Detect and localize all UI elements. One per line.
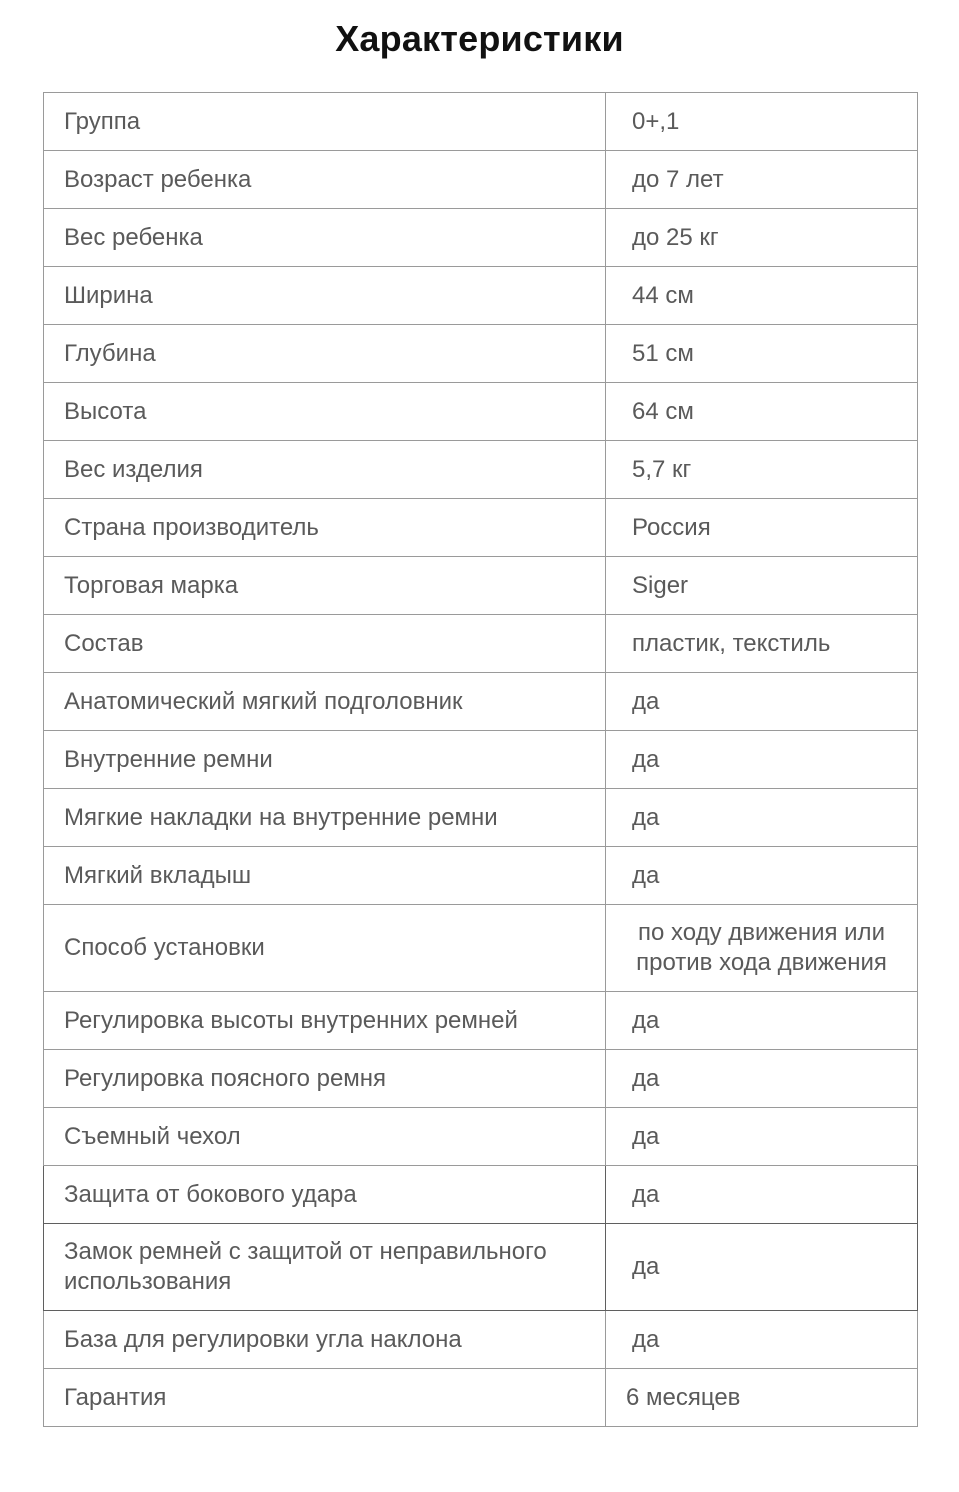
spec-label: Защита от бокового удара xyxy=(44,1166,606,1224)
table-row xyxy=(44,383,918,441)
spec-label: Торговая марка xyxy=(44,557,606,615)
spec-value: 64 см xyxy=(606,383,918,441)
spec-label: Состав xyxy=(44,615,606,673)
table-row xyxy=(44,789,918,847)
spec-value: да xyxy=(606,1166,918,1224)
spec-label: Страна производитель xyxy=(44,499,606,557)
spec-label: Группа xyxy=(44,93,606,151)
table-row xyxy=(44,325,918,383)
table-row xyxy=(44,441,918,499)
spec-label: Ширина xyxy=(44,267,606,325)
page-title: Характеристики xyxy=(335,18,624,59)
spec-label: Способ установки xyxy=(44,905,606,992)
spec-label: Возраст ребенка xyxy=(44,151,606,209)
spec-value: Siger xyxy=(606,557,918,615)
table-row xyxy=(44,847,918,905)
spec-label: База для регулировки угла наклона xyxy=(44,1311,606,1369)
spec-label: Мягкие накладки на внутренние ремни xyxy=(44,789,606,847)
spec-label: Анатомический мягкий подголовник xyxy=(44,673,606,731)
table-row xyxy=(44,673,918,731)
table-row xyxy=(44,499,918,557)
spec-label: Регулировка поясного ремня xyxy=(44,1050,606,1108)
table-row xyxy=(44,267,918,325)
table-row xyxy=(44,615,918,673)
table-row xyxy=(44,731,918,789)
spec-value: да xyxy=(606,1224,918,1311)
table-row xyxy=(44,992,918,1050)
spec-value: 51 см xyxy=(606,325,918,383)
spec-label: Мягкий вкладыш xyxy=(44,847,606,905)
spec-label: Съемный чехол xyxy=(44,1108,606,1166)
spec-value: да xyxy=(606,731,918,789)
spec-label: Внутренние ремни xyxy=(44,731,606,789)
spec-label: Гарантия xyxy=(44,1369,606,1427)
table-row xyxy=(44,1050,918,1108)
spec-value: Россия xyxy=(606,499,918,557)
spec-value: 6 месяцев xyxy=(606,1369,918,1427)
spec-value: да xyxy=(606,1050,918,1108)
spec-label: Вес ребенка xyxy=(44,209,606,267)
spec-value: да xyxy=(606,1311,918,1369)
table-row xyxy=(44,1369,918,1427)
spec-value: до 7 лет xyxy=(606,151,918,209)
table-row xyxy=(44,1224,918,1311)
table-row xyxy=(44,151,918,209)
table-row xyxy=(44,905,918,992)
spec-value: да xyxy=(606,992,918,1050)
spec-value: по ходу движения или против хода движения xyxy=(606,905,918,992)
spec-value: да xyxy=(606,789,918,847)
spec-value: 0+,1 xyxy=(606,93,918,151)
spec-value: да xyxy=(606,1108,918,1166)
table-row xyxy=(44,557,918,615)
table-row xyxy=(44,1311,918,1369)
table-row xyxy=(44,209,918,267)
spec-value: пластик, текстиль xyxy=(606,615,918,673)
spec-value: да xyxy=(606,847,918,905)
spec-label: Высота xyxy=(44,383,606,441)
table-row xyxy=(44,93,918,151)
spec-value: да xyxy=(606,673,918,731)
spec-label: Вес изделия xyxy=(44,441,606,499)
table-row xyxy=(44,1108,918,1166)
specs-table xyxy=(43,92,918,1427)
spec-label: Глубина xyxy=(44,325,606,383)
spec-value: 5,7 кг xyxy=(606,441,918,499)
spec-label: Регулировка высоты внутренних ремней xyxy=(44,992,606,1050)
table-row xyxy=(44,1166,918,1224)
spec-label: Замок ремней с защитой от неправильного использования xyxy=(44,1224,606,1311)
spec-value: 44 см xyxy=(606,267,918,325)
spec-value: до 25 кг xyxy=(606,209,918,267)
